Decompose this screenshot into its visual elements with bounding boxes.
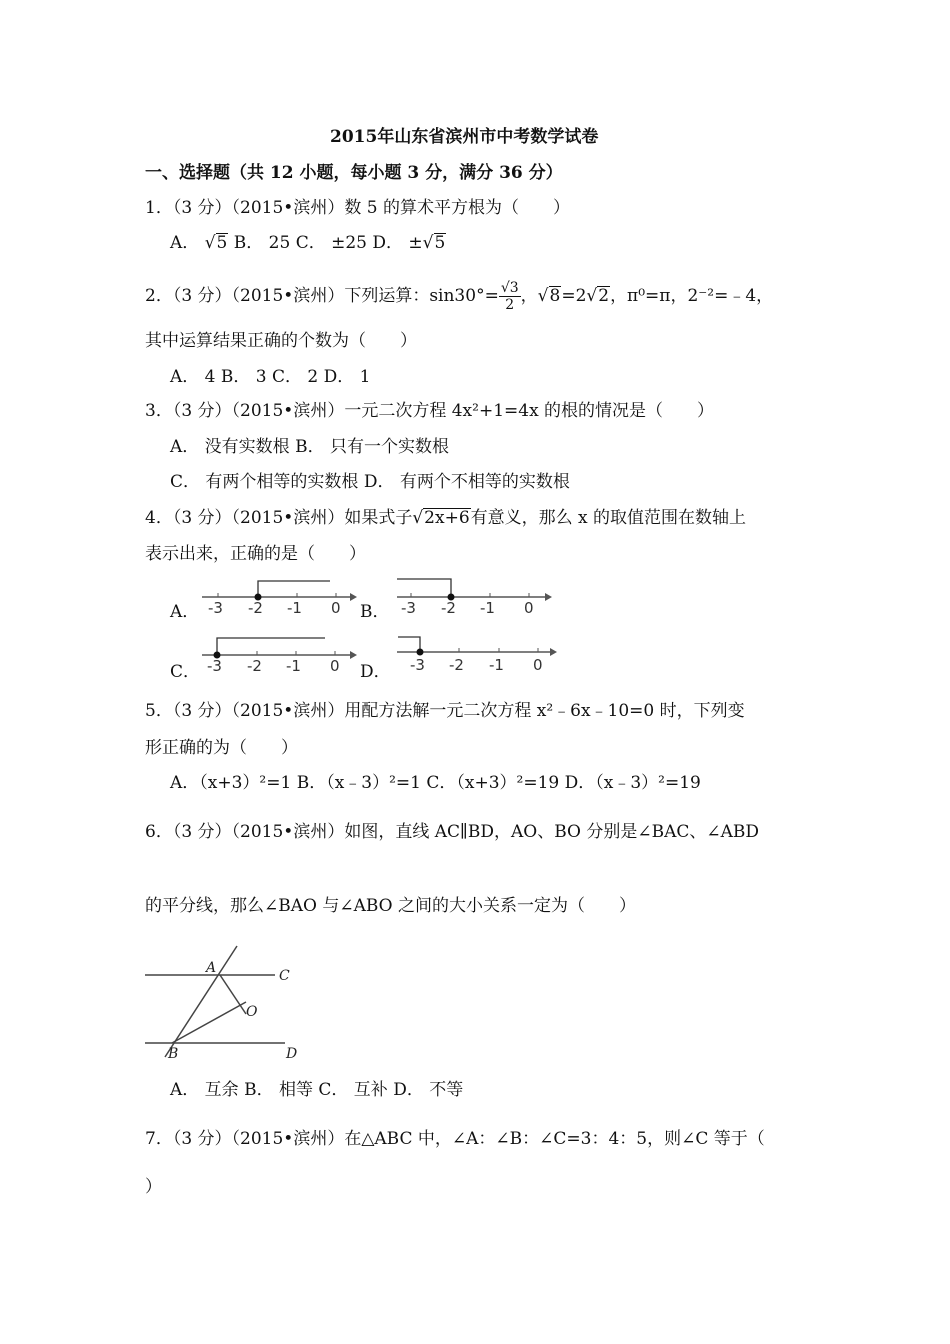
question-2-stem: 2．（3 分）（2015•滨州）下列运算：sin30°= $\frac{√3}{2}$ ，√8=2√2，π⁰=π，2⁻²=﹣4， bbox=[145, 280, 774, 313]
tick-label: -1 bbox=[287, 599, 302, 617]
question-5-options: A．（x+3）²=1 B．（x﹣3）²=1 C．（x+3）²=19 D．（x﹣3）²=19 bbox=[170, 773, 701, 793]
option-c-label: C． bbox=[170, 662, 201, 682]
label-o: O bbox=[246, 1004, 258, 1020]
question-4-stem: 4．（3 分）（2015•滨州）如果式子√2x+6有意义，那么 x 的取值范围在数轴上 bbox=[145, 508, 747, 528]
question-7-stem: 7．（3 分）（2015•滨州）在△ABC 中，∠A：∠B：∠C=3：4：5，则∠C 等于（ bbox=[145, 1129, 765, 1149]
question-6-options: A． 互余 B． 相等 C． 互补 D． 不等 bbox=[170, 1080, 464, 1100]
option-b-label: B． bbox=[360, 602, 390, 622]
question-3-stem: 3．（3 分）（2015•滨州）一元二次方程 4x²+1=4x 的根的情况是（ ） bbox=[145, 401, 715, 421]
question-6-stem-line2: 的平分线，那么∠BAO 与∠ABO 之间的大小关系一定为（ ） bbox=[145, 896, 637, 916]
question-7-stem-line2: ） bbox=[145, 1177, 162, 1197]
tick-label: -2 bbox=[247, 657, 262, 675]
option-a-label: A． bbox=[170, 602, 200, 622]
tick-label: -1 bbox=[286, 657, 301, 675]
tick-label: 0 bbox=[533, 656, 543, 674]
number-line-c bbox=[200, 633, 360, 678]
question-1-options: A． √5 B． 25 C． ±25 D． ±√5 bbox=[170, 233, 446, 253]
tick-label: -3 bbox=[208, 599, 223, 617]
bisector-ao bbox=[220, 975, 246, 1014]
question-4-stem-line2: 表示出来，正确的是（ ） bbox=[145, 544, 366, 564]
tick-label: -1 bbox=[480, 599, 495, 617]
label-b: B bbox=[168, 1046, 179, 1062]
question-1-stem: 1．（3 分）（2015•滨州）数 5 的算术平方根为（ ） bbox=[145, 198, 570, 218]
tick-label: -3 bbox=[207, 657, 222, 675]
label-c: C bbox=[279, 968, 290, 984]
tick-label: -2 bbox=[449, 656, 464, 674]
question-6-stem: 6．（3 分）（2015•滨州）如图，直线 AC∥BD，AO、BO 分别是∠BAC、∠ABD bbox=[145, 822, 760, 842]
label-d: D bbox=[286, 1046, 298, 1062]
question-2-stem-line2: 其中运算结果正确的个数为（ ） bbox=[145, 331, 417, 351]
number-line-b bbox=[395, 575, 555, 620]
question-2-options: A． 4 B． 3 C． 2 D． 1 bbox=[170, 367, 371, 387]
number-line-a bbox=[200, 575, 360, 620]
tick-label: 0 bbox=[524, 599, 534, 617]
tick-label: -3 bbox=[401, 599, 416, 617]
tick-label: 0 bbox=[330, 657, 340, 675]
tick-label: -3 bbox=[410, 656, 425, 674]
question-3-options-ab: A． 没有实数根 B． 只有一个实数根 bbox=[170, 437, 449, 457]
number-line-d bbox=[395, 633, 560, 678]
question-5-stem: 5．（3 分）（2015•滨州）用配方法解一元二次方程 x²﹣6x﹣10=0 时，下列变 bbox=[145, 701, 745, 721]
label-a: A bbox=[206, 960, 217, 976]
option-d-label: D． bbox=[360, 662, 391, 682]
tick-label: -2 bbox=[441, 599, 456, 617]
tick-label: -2 bbox=[248, 599, 263, 617]
tick-label: -1 bbox=[489, 656, 504, 674]
question-5-stem-line2: 形正确的为（ ） bbox=[145, 738, 298, 758]
tick-label: 0 bbox=[331, 599, 341, 617]
bisector-bo bbox=[172, 1002, 246, 1043]
section-heading: 一、选择题（共 12 小题，每小题 3 分，满分 36 分） bbox=[145, 163, 563, 183]
geometry-figure bbox=[140, 942, 310, 1067]
page-title: 2015年山东省滨州市中考数学试卷 bbox=[330, 127, 599, 147]
question-3-options-cd: C． 有两个相等的实数根 D． 有两个不相等的实数根 bbox=[170, 472, 570, 492]
